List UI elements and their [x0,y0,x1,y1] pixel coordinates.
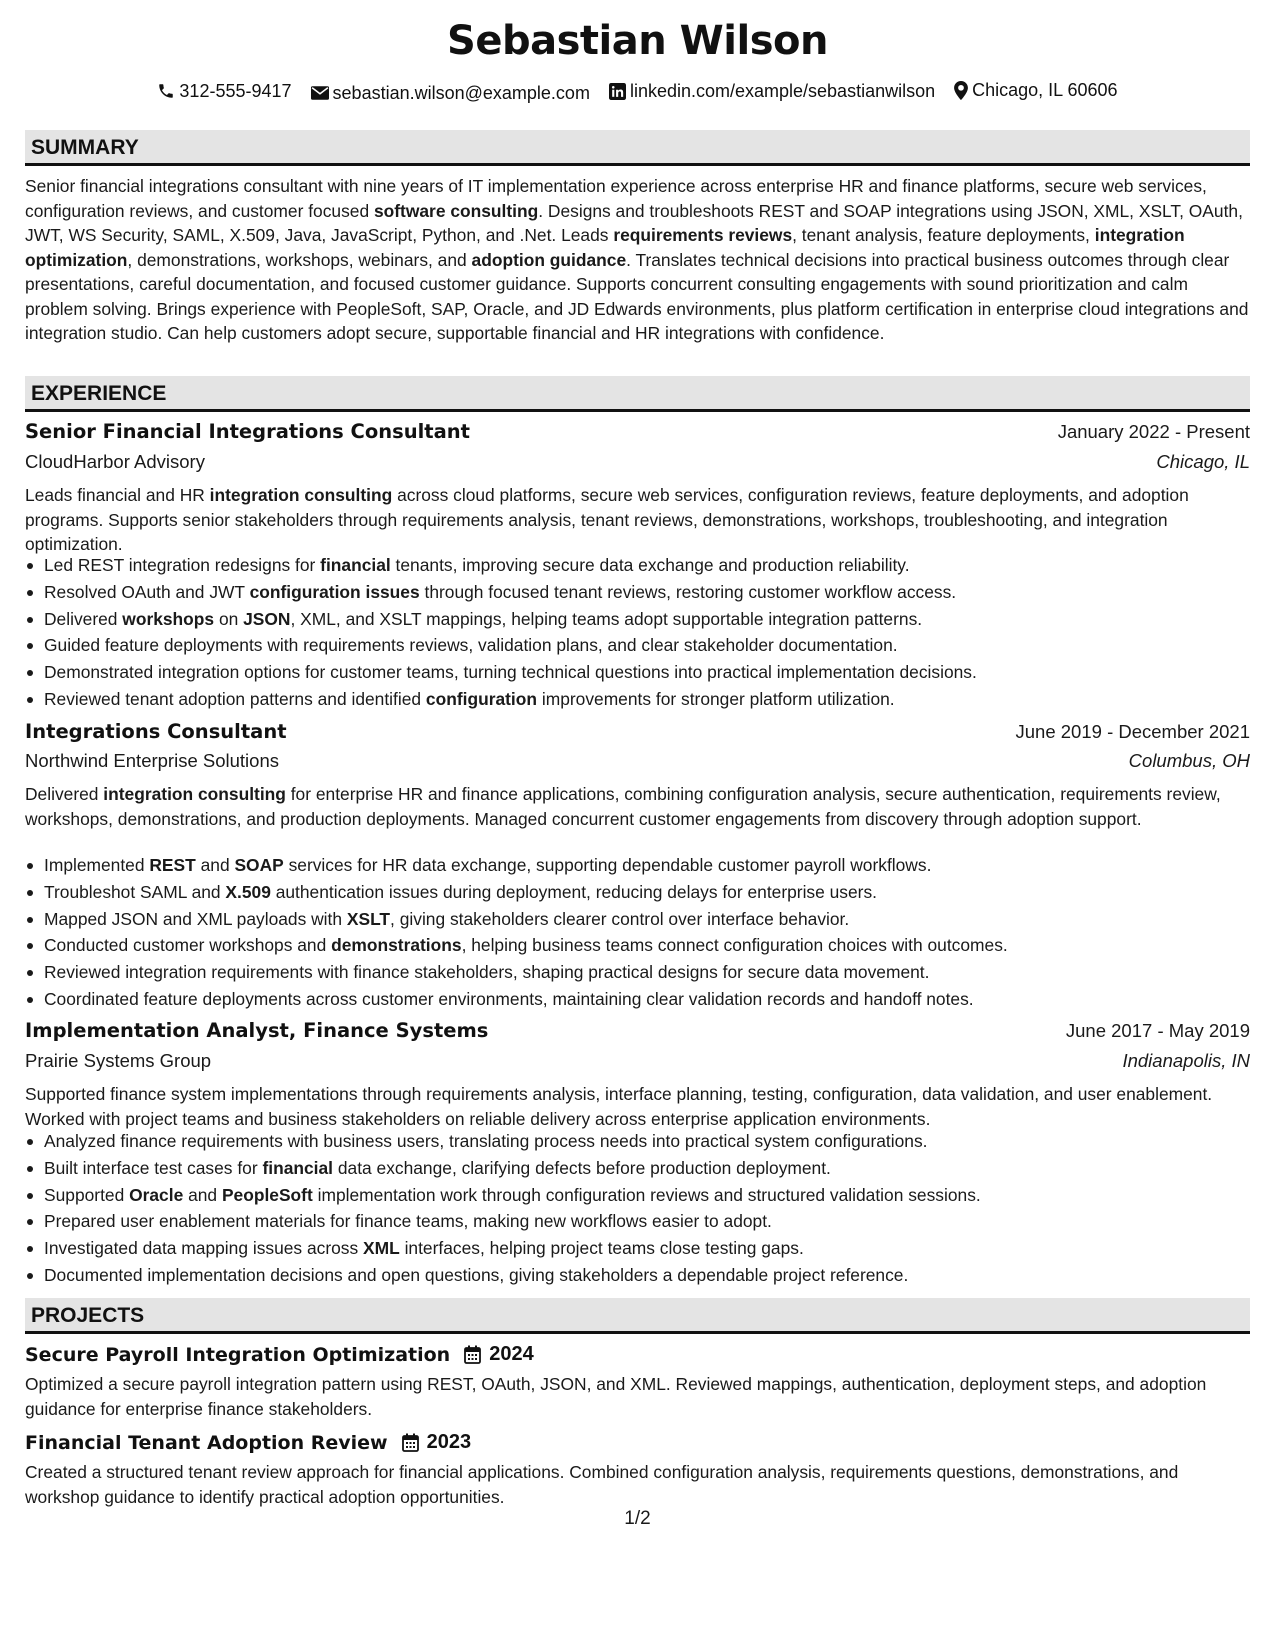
text-run: improvements for stronger platform utilization. [537,688,895,709]
bullet-item [25,1155,1250,1182]
job-dates: June 2017 - May 2019 [1065,1020,1250,1041]
text-run: interfaces, helping project teams close testing gaps. [399,1238,804,1259]
emphasis-text: financial [320,555,391,575]
emphasis-text: X.509 [225,881,271,902]
project-year: 2024 [489,1343,534,1365]
emphasis-text: integration consulting [209,485,393,505]
project-title [25,1343,534,1366]
text-run: implementation work through configuration reviews and structured validation sessions. [312,1184,981,1205]
bullet-item [25,906,1250,933]
text-run: authentication issues during deployment, reducing delays for enterprise users. [270,881,877,902]
job-company: Northwind Enterprise Solutions [25,750,279,771]
job-location: Chicago, IL [1156,451,1250,472]
text-run: , XML, and XSLT mappings, helping teams adopt supportable integration patterns. [290,608,923,629]
text-run: and [183,1184,222,1205]
job-bullets [25,852,1250,1013]
text-run: , helping business teams connect configuration choices with outcomes. [461,935,1008,956]
text-run: data exchange, clarifying defects before production deployment. [333,1157,831,1178]
bullet-item [25,686,1250,713]
bullet-item [25,632,1250,659]
contact-linkedin[interactable] [609,81,935,102]
text-run: Troubleshot SAML and [44,881,226,902]
contact-line [0,80,1275,105]
text-run: services for HR data exchange, supporting dependable customer payroll workflows. [283,855,932,875]
bullet-item [25,1128,1250,1155]
emphasis-text: REST [149,855,196,875]
bullet-item [25,659,1250,686]
email-text: sebastian.wilson@example.com [332,82,590,103]
emphasis-text: integration optimization [25,225,1185,270]
emphasis-text: demonstrations [331,935,462,956]
text-run: Prepared user enablement materials for finance teams, making new workflows easier to adopt. [44,1211,772,1232]
text-run: Led REST integration redesigns for [44,555,321,575]
bullet-item [25,852,1250,879]
text-run: Documented implementation decisions and open questions, giving stakeholders a dependable project reference. [44,1264,909,1285]
text-run: Supported finance system implementations through requirements analysis, interface planning, testing, configuration, data validation, and user enablement. Worked with project teams and business stakeholders on reliable delivery across enterprise application environments. [25,1084,1213,1129]
section-heading: SUMMARY [31,136,139,159]
project-title [25,1431,471,1454]
project-name: Secure Payroll Integration Optimization [25,1343,451,1366]
bullet-item [25,1262,1250,1289]
job-location: Indianapolis, IN [1122,1050,1250,1071]
emphasis-text: Oracle [129,1184,184,1205]
text-run: Guided feature deployments with requirements reviews, validation plans, and clear stakeholder documentation. [44,635,898,656]
job-bullets [25,552,1250,713]
emphasis-text: configuration issues [249,581,420,602]
linkedin-text: linkedin.com/example/sebastianwilson [629,81,936,101]
text-run: and [195,855,235,875]
emphasis-text: XSLT [346,908,391,929]
text-run: on [214,608,244,629]
text-run: , demonstrations, workshops, webinars, and [127,249,472,270]
bullet-item [25,1208,1250,1235]
page-number: 1/2 [624,1508,651,1529]
bullet-item [25,1235,1250,1262]
text-run: Reviewed tenant adoption patterns and identified [44,688,426,709]
text-run: Coordinated feature deployments across customer environments, maintaining clear validation records and handoff notes. [44,988,974,1009]
job-location: Columbus, OH [1128,750,1250,771]
bullet-item [25,1182,1250,1209]
text-run: Demonstrated integration options for customer teams, turning technical questions into practical implementation decisions. [44,662,977,683]
emphasis-text: software consulting [373,200,539,221]
project-description: Optimized a secure payroll integration pattern using REST, OAuth, JSON, and XML. Reviewed mappings, authentication, deployment steps, and adoption guidance for enterprise finance stakeholders. [25,1374,1207,1419]
section-heading: EXPERIENCE [31,382,167,405]
experience-heading-bar [25,376,1250,412]
contact-email[interactable] [311,83,590,104]
bullet-item [25,932,1250,959]
text-run: Resolved OAuth and JWT [44,581,250,602]
bullet-item [25,552,1250,579]
bullet-item [25,959,1250,986]
text-run: Mapped JSON and XML payloads with [44,908,347,929]
emphasis-text: configuration [425,688,538,709]
job-description [25,782,1250,831]
text-run: Reviewed integration requirements with finance stakeholders, shaping practical designs for secure data movement. [44,962,930,983]
project-name: Financial Tenant Adoption Review [25,1431,388,1454]
text-run: Conducted customer workshops and [44,935,332,956]
bullet-item [25,986,1250,1013]
job-company: CloudHarbor Advisory [25,451,205,472]
emphasis-text: integration consulting [103,784,286,804]
text-run: across cloud platforms, secure web services, configuration reviews, feature deployments, and adoption programs. Supports senior stakeholders through requirements analysis, tenant reviews, demonstrations, workshops, troubleshooting, and integration optimization. [25,485,1189,554]
job-dates: June 2019 - December 2021 [1015,721,1250,742]
map-pin-icon [954,81,968,100]
linkedin-icon [609,83,626,100]
emphasis-text: requirements reviews [613,225,793,245]
emphasis-text: financial [262,1157,334,1178]
text-run: Built interface test cases for [44,1157,263,1178]
calendar-icon [464,1345,481,1364]
emphasis-text: PeopleSoft [221,1184,313,1205]
job-description [25,1082,1250,1131]
job-title: Senior Financial Integrations Consultant [25,420,470,443]
calendar-icon [402,1433,419,1452]
emphasis-text: JSON [243,608,291,629]
emphasis-text: workshops [122,608,215,629]
text-run: through focused tenant reviews, restoring customer workflow access. [419,581,957,602]
text-run: . Designs and troubleshoots REST and SOAP integrations using JSON, XML, XSLT, OAuth, JWT, WS Security, SAML, X.509, Java, JavaScript, Python, and .Net. Leads [25,200,1243,245]
phone-text: 312-555-9417 [179,80,292,101]
text-run: , giving stakeholders clearer control over interface behavior. [390,908,850,929]
text-run: Supported [44,1184,130,1205]
project-year: 2023 [426,1431,472,1453]
emphasis-text: XML [363,1238,400,1259]
contact-phone[interactable] [157,81,291,102]
text-run: , tenant analysis, feature deployments, [792,225,1095,245]
job-dates: January 2022 - Present [1057,421,1250,442]
job-title: Implementation Analyst, Finance Systems [25,1019,489,1042]
phone-icon [157,82,175,100]
bullet-item [25,879,1250,906]
text-run: . Translates technical decisions into practical business outcomes through clear presentations, careful documentation, and focused customer guidance. Supports concurrent consulting engagements with sound prioritization and calm problem solving. Brings experience with PeopleSoft, SAP, Oracle, and JD Edwards environments, plus platform certification in enterprise cloud integrations and integration studio. Can help customers adopt secure, supportable financial and HR integrations with confidence. [25,249,1249,343]
section-heading: PROJECTS [31,1304,145,1327]
text-run: Senior financial integrations consultant with nine years of IT implementation experience across enterprise HR and finance platforms, secure web services, configuration reviews, and customer focused [25,176,1207,221]
summary-heading-bar [25,130,1250,166]
project-description: Created a structured tenant review approach for financial applications. Combined configuration analysis, requirements questions, demonstrations, and workshop guidance to identify practical adoption opportunities. [25,1462,1179,1507]
text-run: Leads financial and HR [25,485,210,505]
candidate-name: Sebastian Wilson [447,18,828,64]
summary-text [25,174,1250,346]
job-company: Prairie Systems Group [25,1050,212,1071]
emphasis-text: adoption guidance [471,249,627,270]
text-run: Delivered [25,784,104,804]
projects-heading-bar [25,1298,1250,1334]
text-run: Implemented [44,855,150,875]
emphasis-text: SOAP [234,855,284,875]
location-text: Chicago, IL 60606 [972,80,1118,100]
job-bullets [25,1128,1250,1289]
job-title: Integrations Consultant [25,720,287,743]
envelope-icon [311,86,329,100]
text-run: Analyzed finance requirements with business users, translating process needs into practical system configurations. [44,1131,928,1151]
contact-location [954,80,1117,101]
bullet-item [25,579,1250,606]
text-run: Delivered [44,608,123,629]
text-run: for enterprise HR and finance applications, combining configuration analysis, secure authentication, requirements review, workshops, demonstrations, and production deployments. Managed concurrent customer engagements from discovery through adoption support. [25,784,1221,829]
text-run: Investigated data mapping issues across [44,1238,364,1259]
text-run: tenants, improving secure data exchange and production reliability. [390,555,910,575]
bullet-item [25,606,1250,633]
job-description [25,483,1250,557]
